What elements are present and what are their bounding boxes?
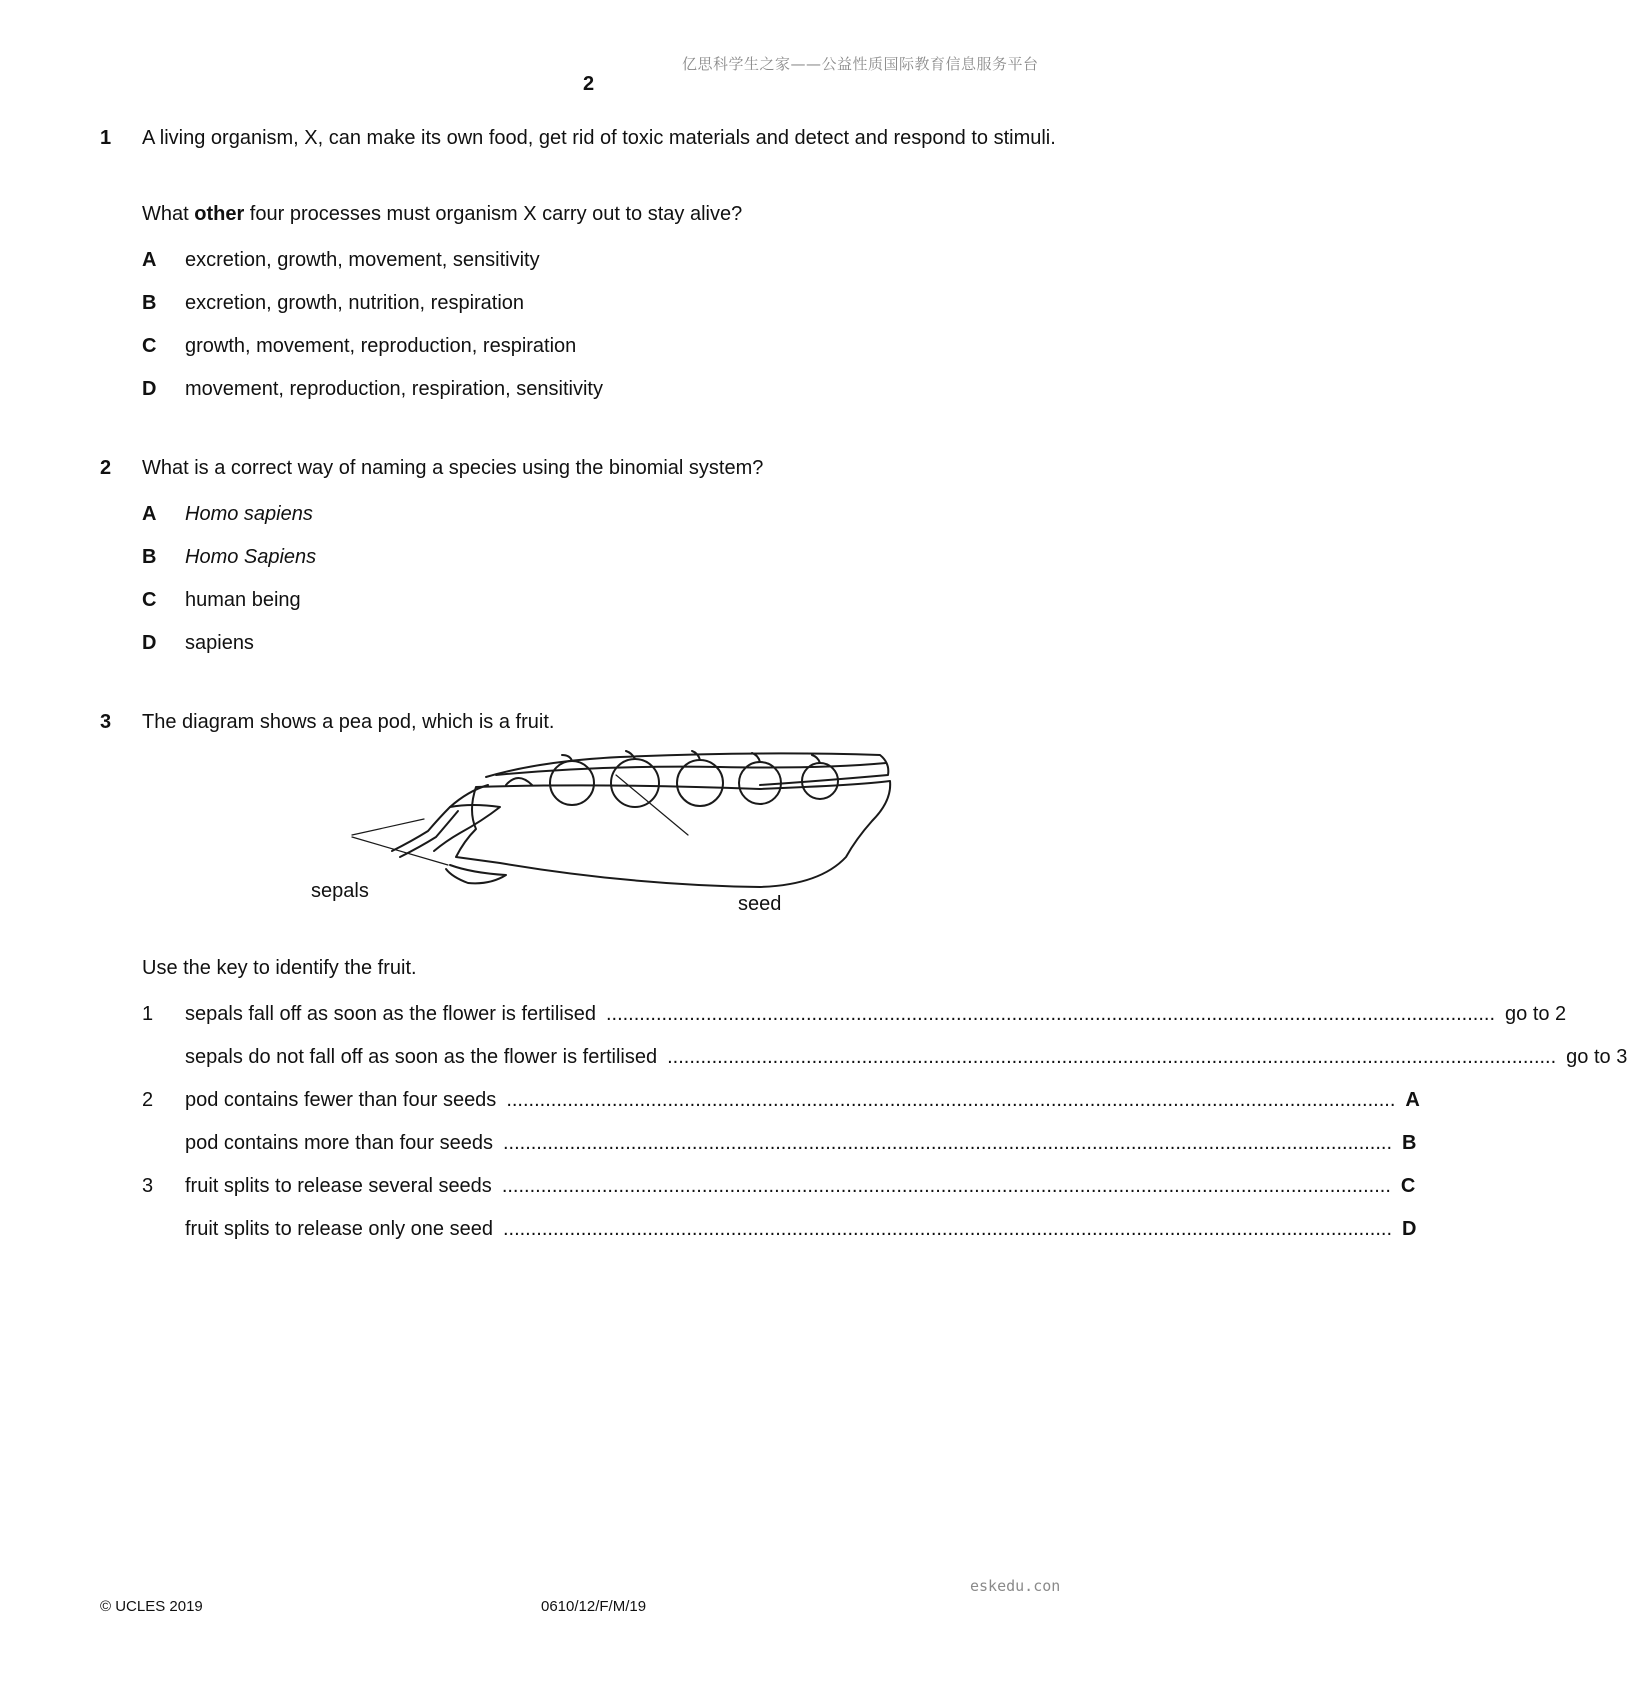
key-row-1a: sepals fall off as soon as the flower is fertilised ................................................................................................................................................................ go to 2 — [185, 1003, 1567, 1025]
question-2-stem: What is a correct way of naming a species using the binomial system? — [142, 457, 764, 479]
label-seed: seed — [738, 893, 782, 915]
q1-option-c-text: growth, movement, reproduction, respiration — [185, 335, 577, 357]
footer-copyright: © UCLES 2019 — [100, 1598, 203, 1615]
footer-paper-code: 0610/12/F/M/19 — [541, 1598, 647, 1615]
funicle-2 — [626, 751, 635, 759]
q2-option-d-text: sapiens — [185, 632, 254, 654]
pod-upper-edge — [486, 753, 888, 785]
q1-option-b-text: excretion, growth, nutrition, respiration — [185, 292, 525, 314]
q2-option-c-text: human being — [185, 589, 301, 611]
q2-option-b-text: Homo Sapiens — [185, 546, 317, 568]
question-1-prompt: What other four processes must organism X carry out to stay alive? — [142, 203, 743, 225]
key-step-2: 2 — [142, 1089, 154, 1111]
key-row-3b: fruit splits to release only one seed ................................................................................................................................................................ D — [185, 1218, 1417, 1240]
q2-option-a-letter: A — [142, 503, 157, 525]
pod-stalk-inner — [400, 811, 458, 857]
q2-option-b-letter: B — [142, 546, 157, 568]
q2-option-a-text: Homo sapiens — [185, 503, 313, 525]
key-step-3: 3 — [142, 1175, 154, 1197]
question-3-stem: The diagram shows a pea pod, which is a fruit. — [142, 711, 555, 733]
q2-option-c-letter: C — [142, 589, 157, 611]
funicle-5 — [812, 755, 820, 763]
page-number: 2 — [583, 73, 595, 95]
q1-option-a-letter: A — [142, 249, 157, 271]
label-sepals: sepals — [311, 880, 369, 902]
seed-2 — [550, 761, 594, 805]
key-row-3a: fruit splits to release several seeds ................................................................................................................................................................ C — [185, 1175, 1416, 1197]
question-3-number: 3 — [100, 711, 112, 733]
key-row-2a: pod contains fewer than four seeds ................................................................................................................................................................ A — [185, 1089, 1420, 1111]
q1-option-b-letter: B — [142, 292, 157, 314]
q1-option-d-letter: D — [142, 378, 157, 400]
question-1-stem: A living organism, X, can make its own food, get rid of toxic materials and detect and respond to stimuli. — [142, 127, 1056, 149]
sepals-pointer-upper — [352, 819, 424, 835]
q2-option-d-letter: D — [142, 632, 157, 654]
q1-option-d-text: movement, reproduction, respiration, sensitivity — [185, 378, 603, 400]
pod-lower-shell — [456, 781, 890, 887]
pea-pod-diagram — [300, 745, 900, 935]
key-step-1: 1 — [142, 1003, 154, 1025]
header-watermark: 亿思科学生之家——公益性质国际教育信息服务平台 — [682, 55, 1039, 73]
key-row-1b: sepals do not fall off as soon as the flower is fertilised ................................................................................................................................................................ go to 3 — [185, 1046, 1627, 1068]
q1-option-c-letter: C — [142, 335, 157, 357]
question-1-number: 1 — [100, 127, 112, 149]
question-3-instruction: Use the key to identify the fruit. — [142, 957, 417, 979]
lower-sepal — [446, 865, 506, 883]
key-row-2b: pod contains more than four seeds ................................................................................................................................................................ B — [185, 1132, 1417, 1154]
seed-1 — [506, 778, 532, 785]
footer-watermark: eskedu.con — [970, 1577, 1061, 1595]
q1-option-a-text: excretion, growth, movement, sensitivity — [185, 249, 540, 271]
question-2-number: 2 — [100, 457, 112, 479]
